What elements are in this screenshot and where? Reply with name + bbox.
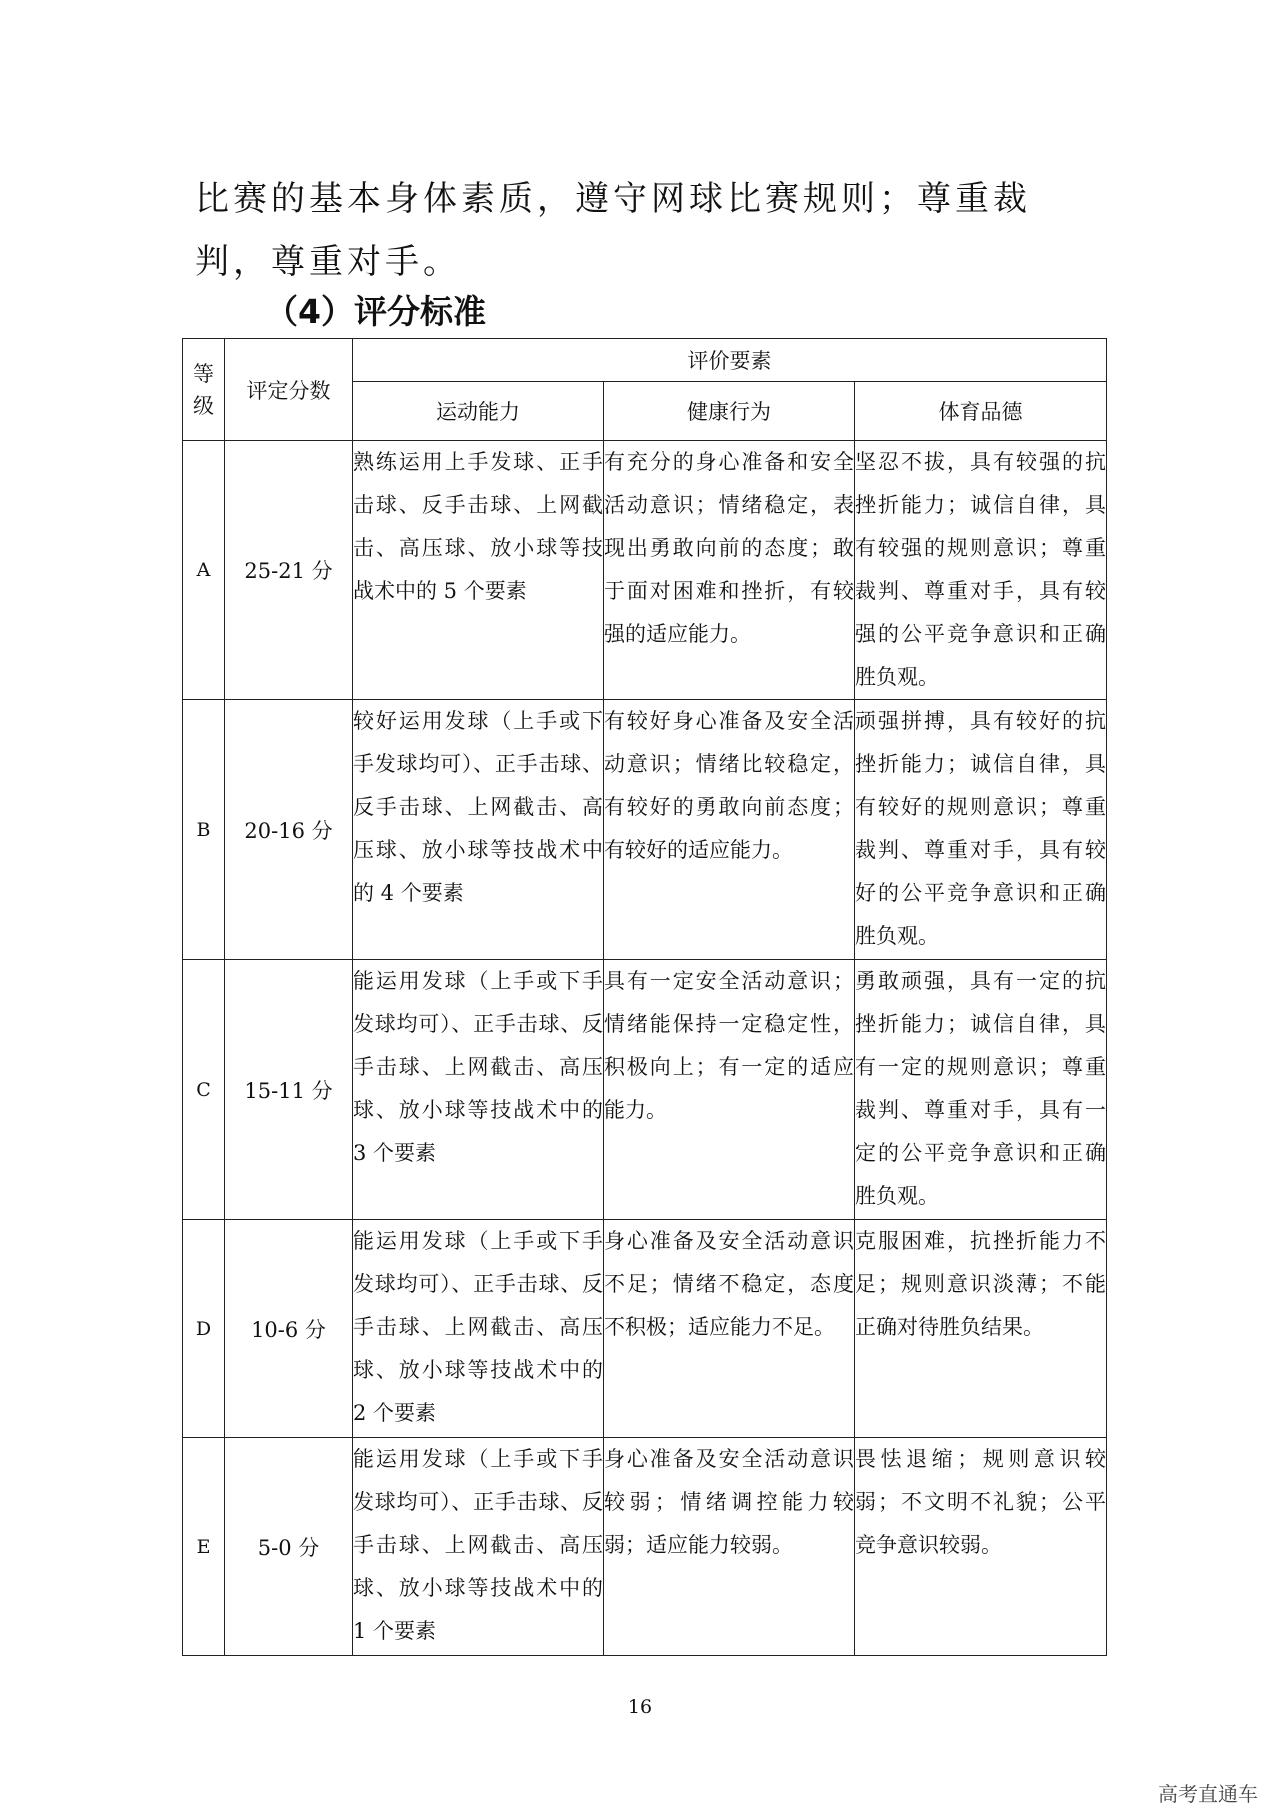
table-row [183,441,1107,700]
health-behavior-cell: 身心准备及安全活动意识不足；情绪不稳定，态度不积极；适应能力不足。 [604,1220,855,1438]
header-evaluation-elements: 评价要素 [353,339,1107,382]
header-health-behavior: 健康行为 [604,382,855,441]
watermark: 高考直通车 [1158,1782,1258,1806]
motor-ability-cell: 能运用发球（上手或下手发球均可）、正手击球、反手击球、上网截击、高压球、放小球等技战术中的 2 个要素 [353,1220,604,1438]
table-row [183,960,1107,1220]
score-cell: 25-21 分 [225,441,353,700]
health-behavior-cell: 具有一定安全活动意识；情绪能保持一定稳定性，积极向上；有一定的适应能力。 [604,960,855,1220]
health-behavior-cell: 身心准备及安全活动意识较弱；情绪调控能力较弱；适应能力较弱。 [604,1438,855,1656]
sports-morality-cell: 畏怯退缩；规则意识较弱；不文明不礼貌；公平竞争意识较弱。 [855,1438,1107,1656]
score-cell: 15-11 分 [225,960,353,1220]
health-behavior-cell: 有充分的身心准备和安全活动意识；情绪稳定，表现出勇敢向前的态度；敢于面对困难和挫折，有较强的适应能力。 [604,441,855,700]
page-number: 16 [627,1696,653,1718]
section-heading: （4）评分标准 [265,292,486,331]
intro-paragraph: 比赛的基本身体素质，遵守网球比赛规则；尊重裁判，尊重对手。 [195,179,1031,282]
score-cell: 10-6 分 [225,1220,353,1438]
score-cell: 20-16 分 [225,700,353,960]
grade-cell: A [183,441,225,700]
score-cell: 5-0 分 [225,1438,353,1656]
table-row [183,1220,1107,1438]
sports-morality-cell: 顽强拼搏，具有较好的抗挫折能力；诚信自律，具有较好的规则意识；尊重裁判、尊重对手，具有较好的公平竞争意识和正确胜负观。 [855,700,1107,960]
sports-morality-cell: 勇敢顽强，具有一定的抗挫折能力；诚信自律，具有一定的规则意识；尊重裁判、尊重对手，具有一定的公平竞争意识和正确胜负观。 [855,960,1107,1220]
header-grade [183,339,225,441]
grade-cell: E [183,1438,225,1656]
header-sports-morality: 体育品德 [855,382,1107,441]
table-row [183,700,1107,960]
sports-morality-cell: 克服困难，抗挫折能力不足；规则意识淡薄；不能正确对待胜负结果。 [855,1220,1107,1438]
health-behavior-cell: 有较好身心准备及安全活动意识；情绪比较稳定，有较好的勇敢向前态度；有较好的适应能力。 [604,700,855,960]
grade-cell: B [183,700,225,960]
motor-ability-cell: 能运用发球（上手或下手发球均可）、正手击球、反手击球、上网截击、高压球、放小球等技战术中的 1 个要素 [353,1438,604,1656]
motor-ability-cell: 较好运用发球（上手或下手发球均可）、正手击球、反手击球、上网截击、高压球、放小球等技战术中的 4 个要素 [353,700,604,960]
header-grade-label: 等级 [193,361,214,418]
header-score: 评定分数 [225,339,353,441]
sports-morality-cell: 坚忍不拔，具有较强的抗挫折能力；诚信自律，具有较强的规则意识；尊重裁判、尊重对手，具有较强的公平竞争意识和正确胜负观。 [855,441,1107,700]
header-motor-ability: 运动能力 [353,382,604,441]
grade-cell: C [183,960,225,1220]
motor-ability-cell: 能运用发球（上手或下手发球均可）、正手击球、反手击球、上网截击、高压球、放小球等技战术中的 3 个要素 [353,960,604,1220]
table-row [183,1438,1107,1656]
motor-ability-cell: 熟练运用上手发球、正手击球、反手击球、上网截击、高压球、放小球等技战术中的 5 个要素 [353,441,604,700]
scoring-rubric-table [182,338,1107,1656]
grade-cell: D [183,1220,225,1438]
